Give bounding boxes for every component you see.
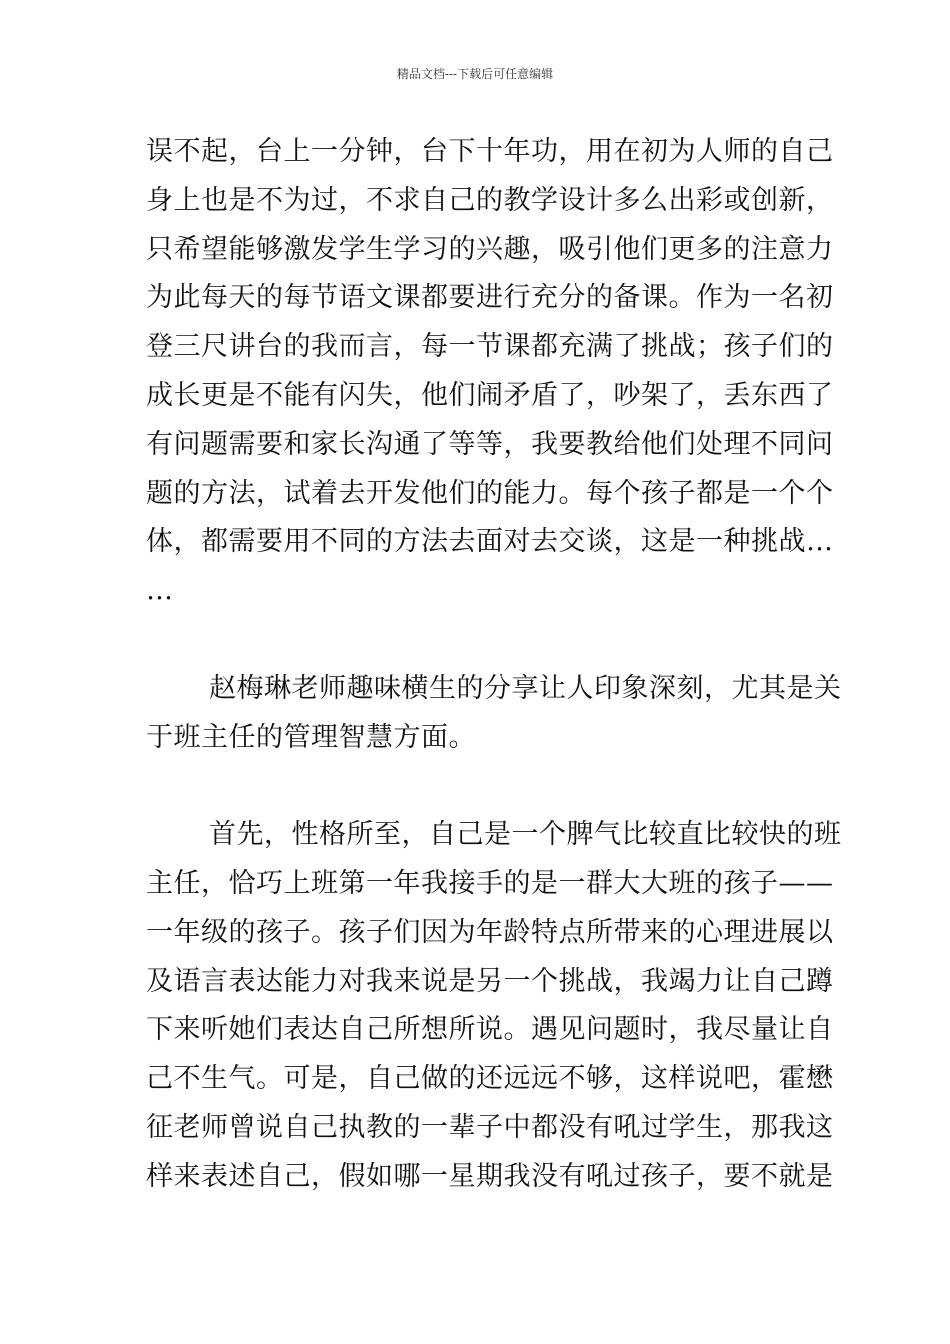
paragraph-3 [146,811,842,1201]
text-line: 首先，性格所至，自己是一个脾气比较直比较快的班 [209,819,842,851]
text-line: 为此每天的每节语文课都要进行充分的备课。作为一名初 [146,282,834,314]
text-line: 赵梅琳老师趣味横生的分享让人印象深刻，尤其是关 [209,672,842,704]
text-line: 下来听她们表达自己所想所说。遇见问题时，我尽量让自 [146,1014,834,1046]
text-line: 样来表述自己，假如哪一星期我没有吼过孩子，要不就是 [146,1160,834,1192]
text-line: 己不生气。可是，自己做的还远远不够，这样说吧，霍懋 [146,1063,834,1095]
paragraph-2 [146,665,842,763]
text-line: 只希望能够激发学生学习的兴趣，吸引他们更多的注意力 [146,233,834,265]
text-line: 主任，恰巧上班第一年我接手的是一群大大班的孩子—— [146,867,834,899]
text-line: 误不起，台上一分钟，台下十年功，用在初为人师的自己 [146,136,834,167]
text-line: 有问题需要和家长沟通了等等，我要教给他们处理不同问 [146,428,834,460]
paragraph-spacer [146,762,808,811]
paragraph-1 [146,128,834,616]
text-line: 征老师曾说自己执教的一辈子中都没有吼过学生，那我这 [146,1111,834,1143]
text-line: 题的方法，试着去开发他们的能力。每个孩子都是一个个 [146,477,834,509]
text-line: 及语言表达能力对我来说是另一个挑战，我竭力让自己蹲 [146,965,834,997]
text-line: 登三尺讲台的我而言，每一节课都充满了挑战；孩子们的 [146,331,834,363]
paragraph-spacer [146,616,808,665]
text-line: 于班主任的管理智慧方面。 [146,721,476,753]
document-body [146,128,842,1202]
page-header: 精品文档---下载后可任意编辑 [396,67,554,81]
text-line: 成长更是不能有闪失，他们闹矛盾了，吵架了，丢东西了 [146,379,834,411]
text-line: 身上也是不为过，不求自己的教学设计多么出彩或创新， [146,184,834,216]
text-line: 体，都需要用不同的方法去面对去交谈，这是一种挑战… [146,526,834,558]
text-line: … [146,575,174,607]
text-line: 一年级的孩子。孩子们因为年龄特点所带来的心理进展以 [146,916,834,948]
